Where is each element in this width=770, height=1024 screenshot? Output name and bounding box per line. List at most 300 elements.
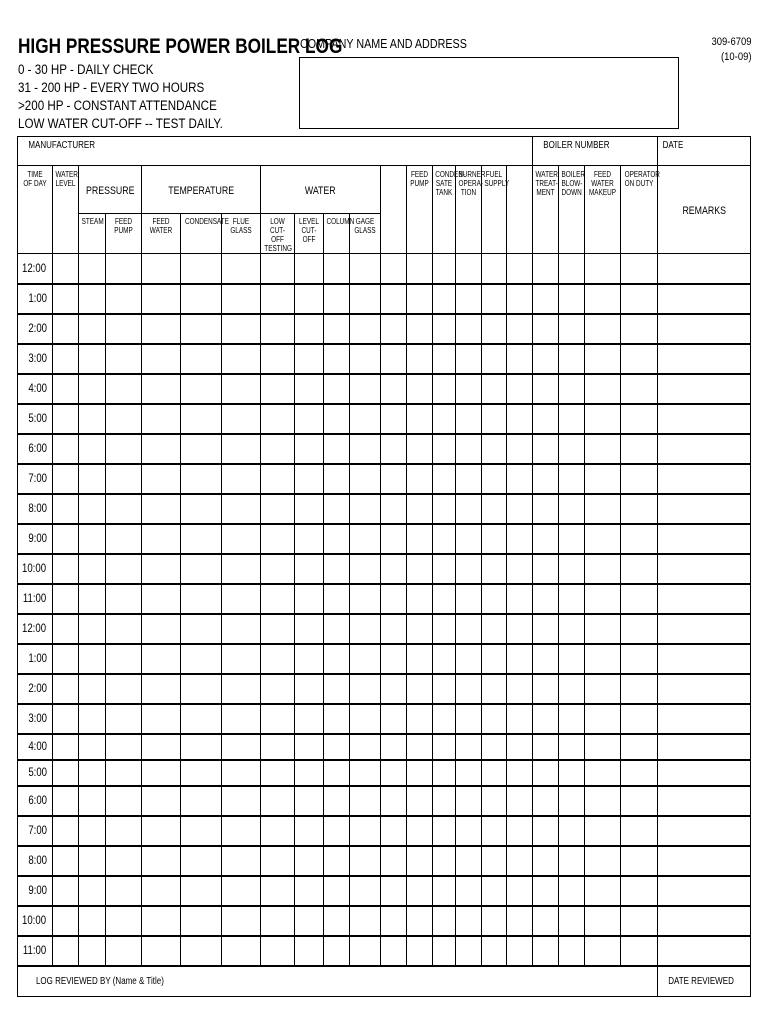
log-entry-cell[interactable] xyxy=(433,524,456,554)
log-entry-cell[interactable] xyxy=(658,344,751,374)
log-entry-cell[interactable] xyxy=(507,644,533,674)
log-entry-cell[interactable] xyxy=(381,614,407,644)
log-entry-cell[interactable] xyxy=(261,786,295,816)
log-entry-cell[interactable] xyxy=(559,434,585,464)
log-entry-cell[interactable] xyxy=(433,734,456,760)
log-entry-cell[interactable] xyxy=(456,494,482,524)
log-entry-cell[interactable] xyxy=(482,344,507,374)
log-entry-cell[interactable] xyxy=(482,936,507,966)
log-entry-cell[interactable] xyxy=(324,314,350,344)
log-entry-cell[interactable] xyxy=(181,876,222,906)
log-entry-cell[interactable] xyxy=(482,734,507,760)
log-entry-cell[interactable] xyxy=(507,846,533,876)
log-entry-cell[interactable] xyxy=(222,464,261,494)
log-entry-cell[interactable] xyxy=(407,816,433,846)
log-entry-cell[interactable] xyxy=(295,464,324,494)
log-entry-cell[interactable] xyxy=(621,734,658,760)
log-entry-cell[interactable] xyxy=(381,786,407,816)
log-entry-cell[interactable] xyxy=(559,584,585,614)
log-entry-cell[interactable] xyxy=(142,614,181,644)
log-entry-cell[interactable] xyxy=(381,704,407,734)
log-entry-cell[interactable] xyxy=(261,524,295,554)
log-entry-cell[interactable] xyxy=(559,816,585,846)
log-entry-cell[interactable] xyxy=(324,494,350,524)
log-entry-cell[interactable] xyxy=(381,254,407,284)
log-entry-cell[interactable] xyxy=(106,816,142,846)
log-entry-cell[interactable] xyxy=(381,906,407,936)
log-entry-cell[interactable] xyxy=(433,584,456,614)
log-entry-cell[interactable] xyxy=(222,734,261,760)
log-entry-cell[interactable] xyxy=(407,614,433,644)
log-entry-cell[interactable] xyxy=(222,434,261,464)
log-entry-cell[interactable] xyxy=(456,786,482,816)
log-entry-cell[interactable] xyxy=(585,704,621,734)
log-entry-cell[interactable] xyxy=(433,674,456,704)
log-entry-cell[interactable] xyxy=(621,644,658,674)
log-entry-cell[interactable] xyxy=(456,584,482,614)
log-entry-cell[interactable] xyxy=(559,614,585,644)
log-entry-cell[interactable] xyxy=(585,674,621,704)
log-entry-cell[interactable] xyxy=(585,494,621,524)
log-entry-cell[interactable] xyxy=(53,254,79,284)
log-entry-cell[interactable] xyxy=(222,314,261,344)
log-entry-cell[interactable] xyxy=(181,906,222,936)
log-entry-cell[interactable] xyxy=(142,906,181,936)
log-entry-cell[interactable] xyxy=(507,374,533,404)
log-entry-cell[interactable] xyxy=(222,494,261,524)
log-entry-cell[interactable] xyxy=(295,876,324,906)
log-entry-cell[interactable] xyxy=(324,936,350,966)
log-entry-cell[interactable] xyxy=(222,554,261,584)
log-entry-cell[interactable] xyxy=(507,344,533,374)
log-entry-cell[interactable] xyxy=(658,704,751,734)
log-entry-cell[interactable] xyxy=(621,614,658,644)
log-entry-cell[interactable] xyxy=(324,786,350,816)
log-entry-cell[interactable] xyxy=(585,314,621,344)
log-entry-cell[interactable] xyxy=(433,644,456,674)
log-entry-cell[interactable] xyxy=(658,584,751,614)
log-entry-cell[interactable] xyxy=(142,704,181,734)
log-entry-cell[interactable] xyxy=(324,846,350,876)
log-entry-cell[interactable] xyxy=(324,704,350,734)
log-entry-cell[interactable] xyxy=(381,936,407,966)
log-entry-cell[interactable] xyxy=(350,314,381,344)
log-entry-cell[interactable] xyxy=(222,936,261,966)
log-entry-cell[interactable] xyxy=(324,344,350,374)
log-entry-cell[interactable] xyxy=(106,284,142,314)
log-entry-cell[interactable] xyxy=(533,404,559,434)
log-entry-cell[interactable] xyxy=(559,876,585,906)
log-entry-cell[interactable] xyxy=(295,584,324,614)
log-entry-cell[interactable] xyxy=(433,494,456,524)
log-entry-cell[interactable] xyxy=(222,704,261,734)
log-entry-cell[interactable] xyxy=(295,644,324,674)
log-entry-cell[interactable] xyxy=(658,314,751,344)
log-entry-cell[interactable] xyxy=(658,876,751,906)
log-entry-cell[interactable] xyxy=(295,704,324,734)
log-entry-cell[interactable] xyxy=(295,846,324,876)
log-entry-cell[interactable] xyxy=(295,786,324,816)
log-entry-cell[interactable] xyxy=(324,374,350,404)
log-entry-cell[interactable] xyxy=(407,314,433,344)
log-entry-cell[interactable] xyxy=(53,584,79,614)
log-entry-cell[interactable] xyxy=(142,374,181,404)
log-entry-cell[interactable] xyxy=(261,434,295,464)
log-entry-cell[interactable] xyxy=(407,584,433,614)
log-entry-cell[interactable] xyxy=(381,284,407,314)
log-entry-cell[interactable] xyxy=(407,674,433,704)
log-entry-cell[interactable] xyxy=(621,876,658,906)
log-entry-cell[interactable] xyxy=(621,846,658,876)
log-entry-cell[interactable] xyxy=(350,906,381,936)
log-entry-cell[interactable] xyxy=(407,524,433,554)
log-entry-cell[interactable] xyxy=(53,374,79,404)
log-entry-cell[interactable] xyxy=(350,344,381,374)
log-entry-cell[interactable] xyxy=(261,494,295,524)
log-entry-cell[interactable] xyxy=(433,554,456,584)
log-entry-cell[interactable] xyxy=(381,344,407,374)
log-entry-cell[interactable] xyxy=(621,524,658,554)
log-entry-cell[interactable] xyxy=(433,786,456,816)
manufacturer-field[interactable]: MANUFACTURER xyxy=(18,137,533,166)
log-entry-cell[interactable] xyxy=(585,374,621,404)
log-entry-cell[interactable] xyxy=(507,876,533,906)
log-entry-cell[interactable] xyxy=(295,254,324,284)
log-entry-cell[interactable] xyxy=(142,846,181,876)
log-entry-cell[interactable] xyxy=(482,374,507,404)
log-entry-cell[interactable] xyxy=(222,524,261,554)
log-entry-cell[interactable] xyxy=(381,374,407,404)
log-entry-cell[interactable] xyxy=(142,936,181,966)
log-entry-cell[interactable] xyxy=(456,674,482,704)
log-entry-cell[interactable] xyxy=(658,404,751,434)
log-entry-cell[interactable] xyxy=(407,760,433,786)
log-entry-cell[interactable] xyxy=(381,404,407,434)
log-entry-cell[interactable] xyxy=(106,404,142,434)
log-entry-cell[interactable] xyxy=(142,284,181,314)
log-entry-cell[interactable] xyxy=(324,876,350,906)
log-entry-cell[interactable] xyxy=(261,816,295,846)
log-entry-cell[interactable] xyxy=(295,936,324,966)
log-entry-cell[interactable] xyxy=(381,314,407,344)
boiler-number-field[interactable]: BOILER NUMBER xyxy=(533,137,658,166)
log-entry-cell[interactable] xyxy=(142,254,181,284)
log-entry-cell[interactable] xyxy=(79,936,106,966)
log-entry-cell[interactable] xyxy=(53,434,79,464)
log-entry-cell[interactable] xyxy=(222,876,261,906)
log-entry-cell[interactable] xyxy=(658,906,751,936)
log-entry-cell[interactable] xyxy=(621,404,658,434)
log-entry-cell[interactable] xyxy=(79,674,106,704)
log-entry-cell[interactable] xyxy=(658,284,751,314)
log-entry-cell[interactable] xyxy=(181,816,222,846)
log-entry-cell[interactable] xyxy=(456,314,482,344)
log-entry-cell[interactable] xyxy=(142,434,181,464)
log-entry-cell[interactable] xyxy=(350,464,381,494)
log-entry-cell[interactable] xyxy=(621,584,658,614)
log-entry-cell[interactable] xyxy=(181,464,222,494)
log-entry-cell[interactable] xyxy=(79,434,106,464)
log-entry-cell[interactable] xyxy=(381,554,407,584)
log-entry-cell[interactable] xyxy=(456,876,482,906)
log-entry-cell[interactable] xyxy=(456,614,482,644)
log-entry-cell[interactable] xyxy=(621,254,658,284)
log-entry-cell[interactable] xyxy=(585,786,621,816)
log-entry-cell[interactable] xyxy=(533,734,559,760)
log-entry-cell[interactable] xyxy=(559,734,585,760)
log-entry-cell[interactable] xyxy=(585,760,621,786)
log-entry-cell[interactable] xyxy=(261,734,295,760)
log-entry-cell[interactable] xyxy=(79,614,106,644)
log-entry-cell[interactable] xyxy=(482,254,507,284)
log-entry-cell[interactable] xyxy=(324,674,350,704)
log-entry-cell[interactable] xyxy=(381,584,407,614)
log-entry-cell[interactable] xyxy=(507,524,533,554)
log-entry-cell[interactable] xyxy=(533,254,559,284)
log-entry-cell[interactable] xyxy=(621,816,658,846)
log-entry-cell[interactable] xyxy=(482,816,507,846)
log-entry-cell[interactable] xyxy=(181,644,222,674)
log-entry-cell[interactable] xyxy=(456,644,482,674)
log-entry-cell[interactable] xyxy=(350,734,381,760)
log-entry-cell[interactable] xyxy=(350,284,381,314)
log-entry-cell[interactable] xyxy=(433,434,456,464)
log-entry-cell[interactable] xyxy=(106,524,142,554)
log-entry-cell[interactable] xyxy=(559,644,585,674)
log-entry-cell[interactable] xyxy=(261,906,295,936)
log-entry-cell[interactable] xyxy=(658,674,751,704)
log-entry-cell[interactable] xyxy=(295,554,324,584)
log-entry-cell[interactable] xyxy=(533,524,559,554)
log-entry-cell[interactable] xyxy=(456,404,482,434)
log-entry-cell[interactable] xyxy=(621,760,658,786)
log-entry-cell[interactable] xyxy=(507,434,533,464)
log-entry-cell[interactable] xyxy=(559,760,585,786)
log-entry-cell[interactable] xyxy=(181,734,222,760)
log-entry-cell[interactable] xyxy=(79,404,106,434)
log-entry-cell[interactable] xyxy=(407,554,433,584)
log-entry-cell[interactable] xyxy=(350,760,381,786)
log-entry-cell[interactable] xyxy=(433,374,456,404)
log-entry-cell[interactable] xyxy=(53,786,79,816)
log-entry-cell[interactable] xyxy=(456,704,482,734)
log-entry-cell[interactable] xyxy=(324,906,350,936)
log-entry-cell[interactable] xyxy=(53,816,79,846)
log-entry-cell[interactable] xyxy=(533,674,559,704)
log-entry-cell[interactable] xyxy=(621,906,658,936)
log-entry-cell[interactable] xyxy=(106,786,142,816)
log-entry-cell[interactable] xyxy=(350,524,381,554)
log-entry-cell[interactable] xyxy=(559,674,585,704)
log-entry-cell[interactable] xyxy=(658,816,751,846)
log-entry-cell[interactable] xyxy=(295,760,324,786)
log-entry-cell[interactable] xyxy=(433,404,456,434)
log-entry-cell[interactable] xyxy=(381,434,407,464)
log-entry-cell[interactable] xyxy=(433,936,456,966)
log-entry-cell[interactable] xyxy=(507,906,533,936)
log-entry-cell[interactable] xyxy=(79,816,106,846)
log-entry-cell[interactable] xyxy=(482,614,507,644)
log-entry-cell[interactable] xyxy=(559,554,585,584)
log-entry-cell[interactable] xyxy=(142,404,181,434)
log-entry-cell[interactable] xyxy=(559,704,585,734)
log-entry-cell[interactable] xyxy=(106,494,142,524)
log-entry-cell[interactable] xyxy=(181,434,222,464)
log-entry-cell[interactable] xyxy=(53,734,79,760)
log-entry-cell[interactable] xyxy=(261,284,295,314)
log-entry-cell[interactable] xyxy=(559,936,585,966)
log-entry-cell[interactable] xyxy=(181,674,222,704)
log-entry-cell[interactable] xyxy=(53,404,79,434)
log-entry-cell[interactable] xyxy=(585,876,621,906)
log-entry-cell[interactable] xyxy=(482,786,507,816)
log-entry-cell[interactable] xyxy=(324,524,350,554)
log-entry-cell[interactable] xyxy=(533,644,559,674)
log-entry-cell[interactable] xyxy=(106,704,142,734)
log-entry-cell[interactable] xyxy=(407,254,433,284)
log-entry-cell[interactable] xyxy=(559,464,585,494)
log-entry-cell[interactable] xyxy=(585,584,621,614)
log-entry-cell[interactable] xyxy=(482,644,507,674)
log-entry-cell[interactable] xyxy=(53,554,79,584)
log-entry-cell[interactable] xyxy=(350,674,381,704)
log-entry-cell[interactable] xyxy=(658,254,751,284)
log-entry-cell[interactable] xyxy=(456,344,482,374)
log-entry-cell[interactable] xyxy=(559,284,585,314)
log-entry-cell[interactable] xyxy=(295,816,324,846)
log-entry-cell[interactable] xyxy=(261,846,295,876)
log-entry-cell[interactable] xyxy=(142,816,181,846)
log-entry-cell[interactable] xyxy=(658,614,751,644)
log-entry-cell[interactable] xyxy=(456,524,482,554)
log-entry-cell[interactable] xyxy=(658,524,751,554)
log-entry-cell[interactable] xyxy=(350,614,381,644)
log-entry-cell[interactable] xyxy=(381,674,407,704)
log-entry-cell[interactable] xyxy=(456,464,482,494)
log-entry-cell[interactable] xyxy=(456,374,482,404)
log-entry-cell[interactable] xyxy=(407,434,433,464)
log-entry-cell[interactable] xyxy=(433,464,456,494)
log-entry-cell[interactable] xyxy=(658,554,751,584)
log-entry-cell[interactable] xyxy=(142,786,181,816)
log-entry-cell[interactable] xyxy=(507,674,533,704)
log-entry-cell[interactable] xyxy=(106,464,142,494)
log-entry-cell[interactable] xyxy=(658,936,751,966)
log-entry-cell[interactable] xyxy=(533,760,559,786)
log-entry-cell[interactable] xyxy=(261,674,295,704)
log-entry-cell[interactable] xyxy=(585,344,621,374)
log-entry-cell[interactable] xyxy=(142,674,181,704)
log-entry-cell[interactable] xyxy=(407,734,433,760)
log-entry-cell[interactable] xyxy=(433,284,456,314)
log-entry-cell[interactable] xyxy=(142,876,181,906)
log-entry-cell[interactable] xyxy=(181,554,222,584)
log-entry-cell[interactable] xyxy=(53,644,79,674)
log-entry-cell[interactable] xyxy=(106,554,142,584)
log-entry-cell[interactable] xyxy=(79,786,106,816)
log-entry-cell[interactable] xyxy=(559,494,585,524)
log-entry-cell[interactable] xyxy=(507,936,533,966)
log-entry-cell[interactable] xyxy=(295,314,324,344)
log-entry-cell[interactable] xyxy=(482,704,507,734)
log-entry-cell[interactable] xyxy=(53,704,79,734)
log-entry-cell[interactable] xyxy=(350,554,381,584)
log-entry-cell[interactable] xyxy=(381,846,407,876)
log-entry-cell[interactable] xyxy=(621,344,658,374)
log-entry-cell[interactable] xyxy=(79,554,106,584)
log-entry-cell[interactable] xyxy=(533,786,559,816)
log-entry-cell[interactable] xyxy=(482,284,507,314)
log-entry-cell[interactable] xyxy=(222,284,261,314)
log-entry-cell[interactable] xyxy=(324,284,350,314)
log-entry-cell[interactable] xyxy=(261,584,295,614)
log-entry-cell[interactable] xyxy=(79,906,106,936)
date-reviewed-field[interactable]: DATE REVIEWED xyxy=(658,966,751,997)
log-entry-cell[interactable] xyxy=(507,760,533,786)
log-entry-cell[interactable] xyxy=(53,906,79,936)
log-entry-cell[interactable] xyxy=(222,584,261,614)
log-entry-cell[interactable] xyxy=(350,876,381,906)
log-entry-cell[interactable] xyxy=(433,344,456,374)
log-entry-cell[interactable] xyxy=(295,284,324,314)
log-entry-cell[interactable] xyxy=(181,704,222,734)
log-entry-cell[interactable] xyxy=(658,644,751,674)
log-entry-cell[interactable] xyxy=(222,846,261,876)
log-entry-cell[interactable] xyxy=(142,644,181,674)
log-entry-cell[interactable] xyxy=(261,464,295,494)
log-entry-cell[interactable] xyxy=(106,760,142,786)
log-entry-cell[interactable] xyxy=(350,704,381,734)
log-entry-cell[interactable] xyxy=(585,614,621,644)
log-entry-cell[interactable] xyxy=(53,524,79,554)
log-entry-cell[interactable] xyxy=(295,734,324,760)
log-entry-cell[interactable] xyxy=(106,254,142,284)
log-entry-cell[interactable] xyxy=(79,584,106,614)
log-entry-cell[interactable] xyxy=(261,704,295,734)
log-entry-cell[interactable] xyxy=(295,674,324,704)
log-entry-cell[interactable] xyxy=(181,314,222,344)
log-entry-cell[interactable] xyxy=(507,404,533,434)
log-entry-cell[interactable] xyxy=(621,314,658,344)
log-entry-cell[interactable] xyxy=(533,704,559,734)
log-entry-cell[interactable] xyxy=(381,464,407,494)
log-entry-cell[interactable] xyxy=(181,584,222,614)
log-entry-cell[interactable] xyxy=(433,314,456,344)
log-entry-cell[interactable] xyxy=(324,254,350,284)
log-entry-cell[interactable] xyxy=(456,284,482,314)
log-entry-cell[interactable] xyxy=(482,494,507,524)
log-entry-cell[interactable] xyxy=(350,816,381,846)
log-entry-cell[interactable] xyxy=(79,734,106,760)
log-entry-cell[interactable] xyxy=(407,876,433,906)
log-entry-cell[interactable] xyxy=(533,846,559,876)
log-entry-cell[interactable] xyxy=(381,494,407,524)
log-entry-cell[interactable] xyxy=(456,434,482,464)
log-entry-cell[interactable] xyxy=(482,584,507,614)
log-entry-cell[interactable] xyxy=(621,936,658,966)
log-entry-cell[interactable] xyxy=(106,876,142,906)
log-entry-cell[interactable] xyxy=(222,614,261,644)
log-entry-cell[interactable] xyxy=(53,674,79,704)
log-entry-cell[interactable] xyxy=(482,464,507,494)
log-entry-cell[interactable] xyxy=(181,494,222,524)
log-entry-cell[interactable] xyxy=(350,404,381,434)
log-entry-cell[interactable] xyxy=(350,254,381,284)
log-entry-cell[interactable] xyxy=(533,936,559,966)
log-entry-cell[interactable] xyxy=(621,284,658,314)
log-entry-cell[interactable] xyxy=(507,614,533,644)
log-entry-cell[interactable] xyxy=(658,786,751,816)
